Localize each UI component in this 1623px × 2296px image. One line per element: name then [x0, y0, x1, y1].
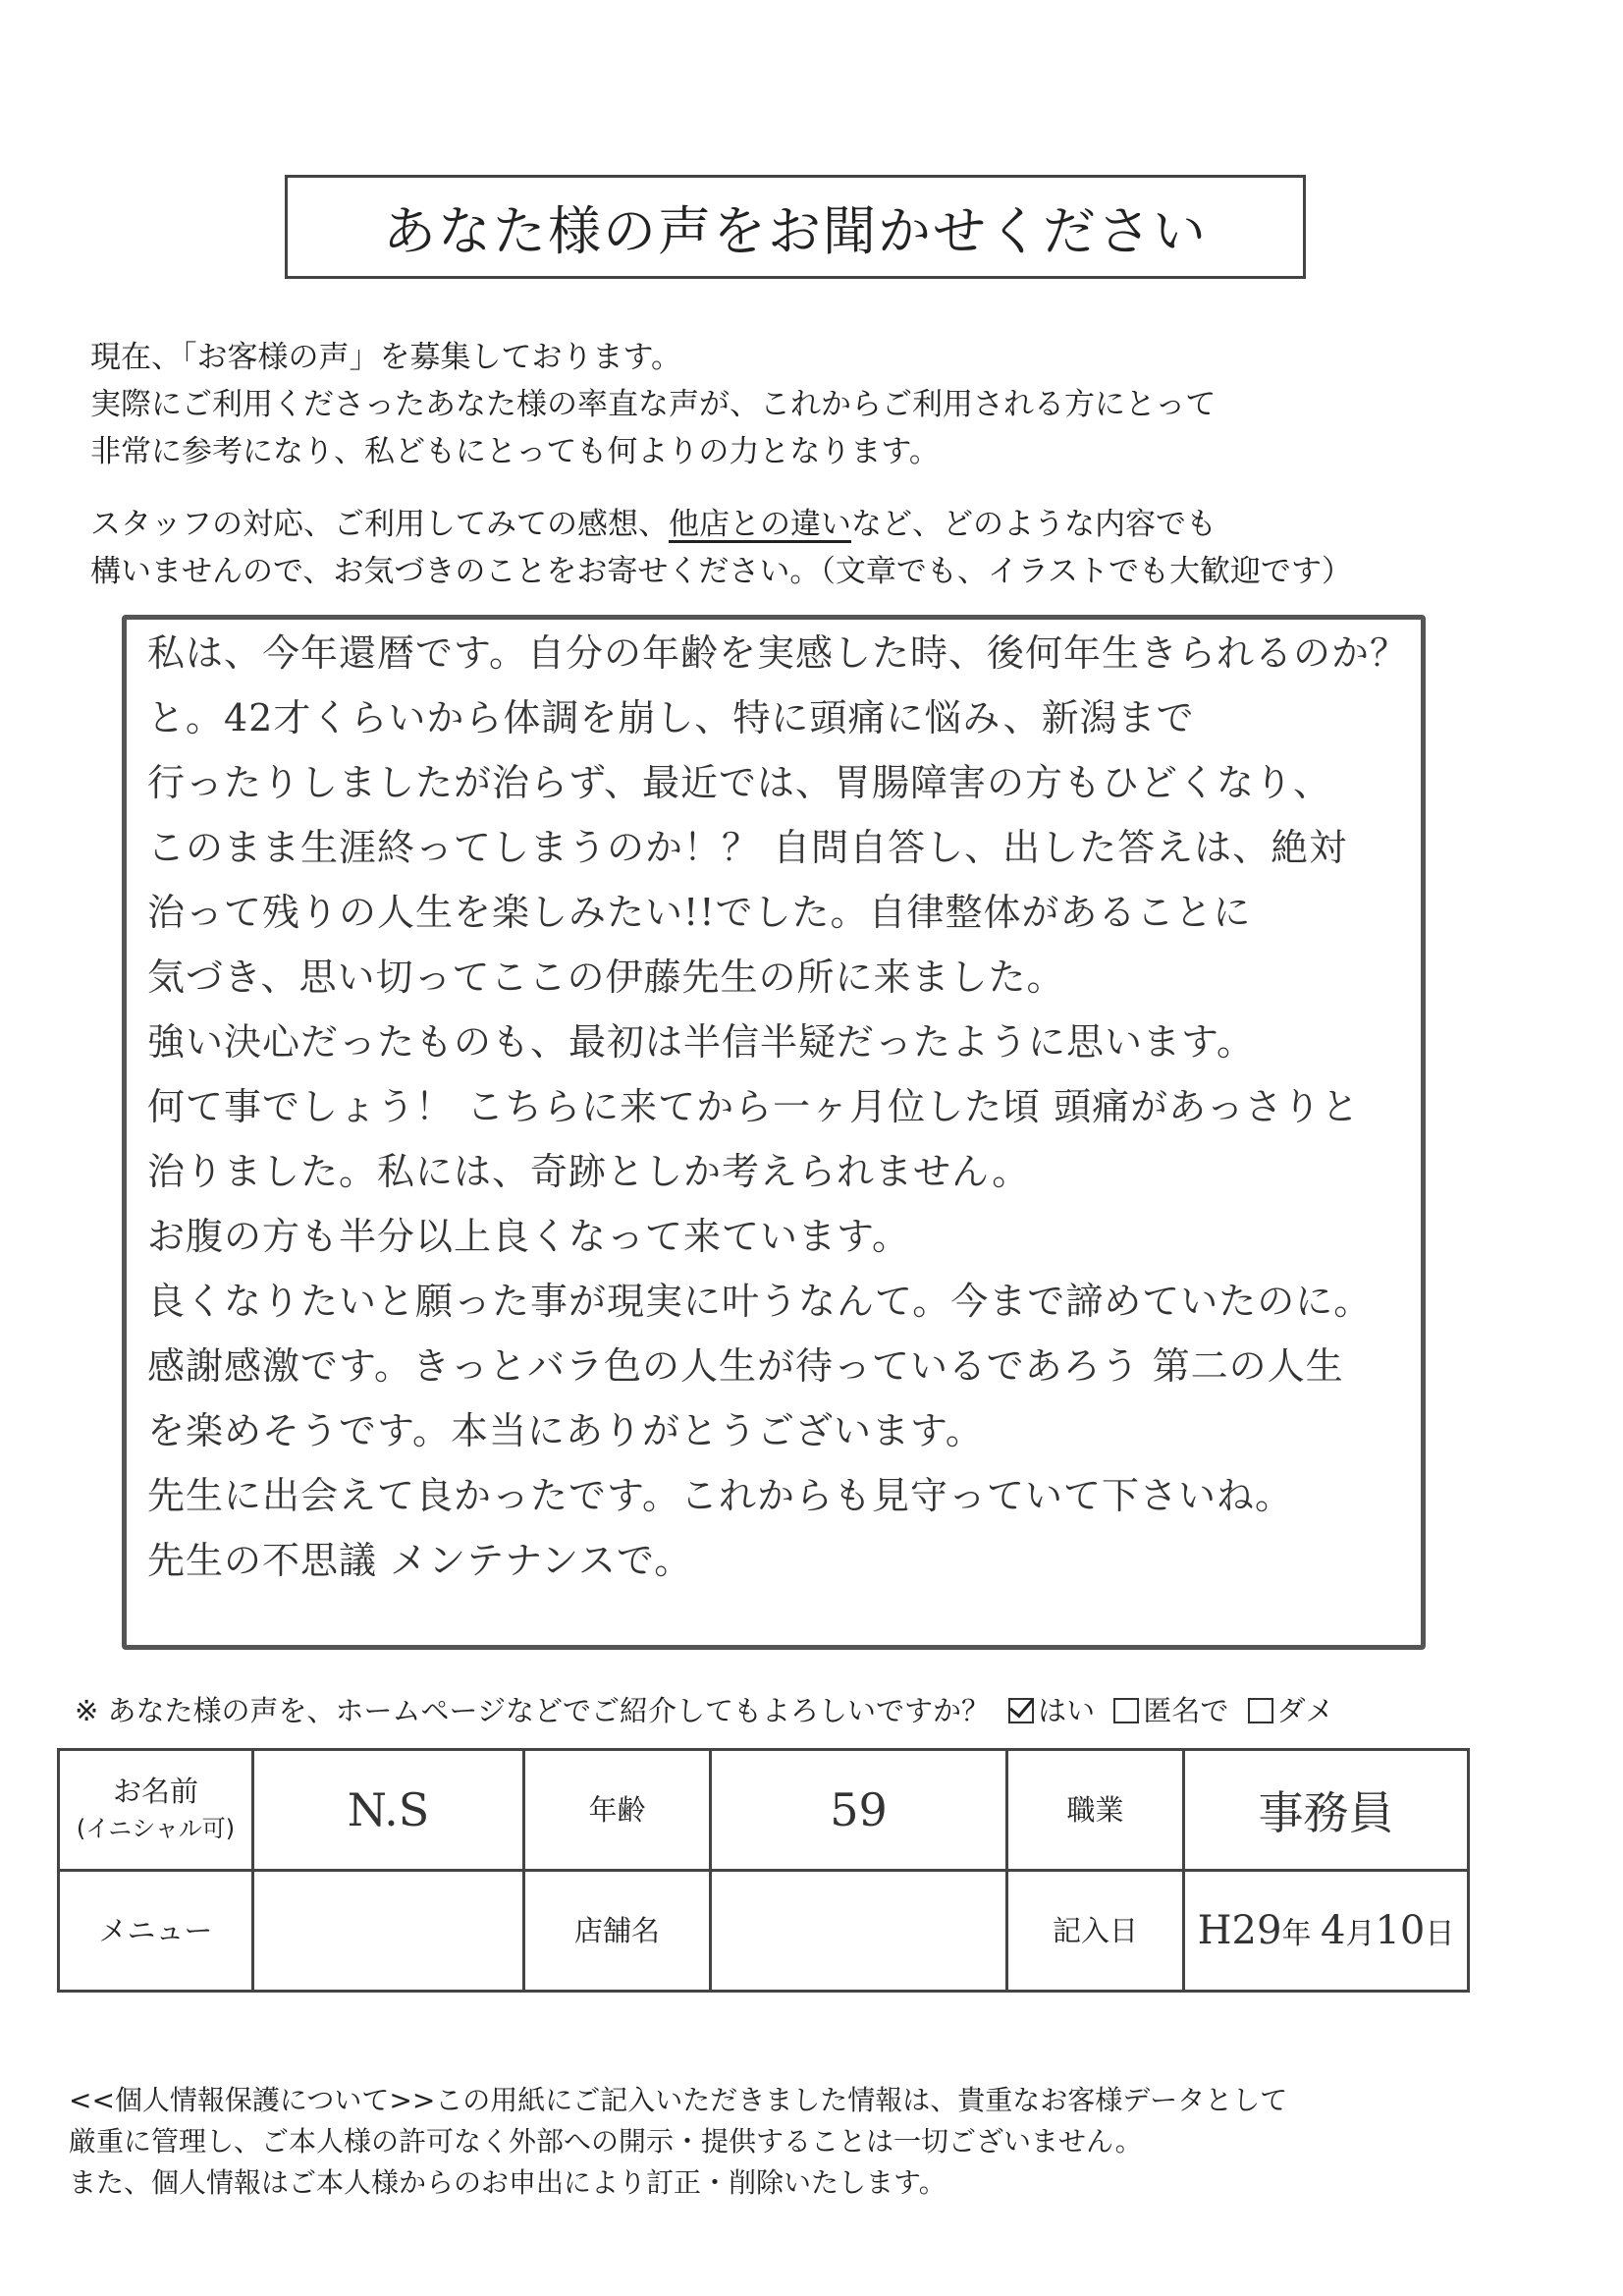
privacy-line: 厳重に管理し、ご本人様の許可なく外部への開示・提供することは一切ございません。: [69, 2125, 1143, 2158]
date-day-value: 10: [1375, 1908, 1426, 1953]
date-field[interactable]: H29年 4月10日: [1184, 1871, 1469, 1992]
store-label: 店舗名: [524, 1871, 711, 1992]
consent-yes-checkbox[interactable]: [1008, 1698, 1034, 1723]
handwritten-line: 治りました。私には、奇跡としか考えられません。: [147, 1150, 1031, 1193]
consent-no-label: ダメ: [1276, 1694, 1334, 1727]
privacy-line: <<個人情報保護について>>この用紙にご記入いただきました情報は、貴重なお客様データとして: [69, 2084, 1288, 2116]
intro-line: 実際にご利用くださったあなた様の率直な声が、これからご利用される方にとって: [90, 387, 1217, 422]
job-field[interactable]: 事務員: [1184, 1750, 1469, 1871]
handwritten-line: このまま生涯終ってしまうのか！？ 自問自答し、出した答えは、絶対: [147, 826, 1348, 869]
handwritten-line: 私は、今年還暦です。自分の年齢を実感した時、後何年生きられるのか？: [147, 631, 1408, 675]
intro-line: 非常に参考になり、私どもにとっても何よりの力となります。: [90, 434, 940, 469]
consent-question: ※ あなた様の声を、ホームページなどでご紹介してもよろしいですか？: [75, 1694, 990, 1727]
handwritten-line: 強い決心だったものも、最初は半信半疑だったように思います。: [147, 1020, 1255, 1064]
underlined-phrase: 他店との違い: [669, 507, 851, 542]
date-year-value: H29: [1197, 1908, 1282, 1953]
consent-anonymous-label: 匿名で: [1143, 1694, 1229, 1727]
intro-line: 構いませんので、お気づきのことをお寄せください。（文章でも、イラストでも大歓迎です）: [90, 554, 1352, 589]
handwritten-line: を楽めそうです。本当にありがとうございます。: [147, 1409, 984, 1452]
intro-text: [90, 334, 1524, 595]
customer-info-table: [57, 1748, 1470, 1993]
privacy-line: また、個人情報はご本人様からのお申出により訂正・削除いたします。: [69, 2166, 947, 2199]
handwritten-line: お腹の方も半分以上良くなって来ています。: [147, 1215, 910, 1258]
handwritten-comment: [147, 621, 1414, 1593]
intro-line: スタッフの対応、ご利用してみての感想、他店との違いなど、どのような内容でも: [90, 507, 1217, 542]
handwritten-line: 治って残りの人生を楽しみたい!!でした。自律整体があることに: [147, 891, 1252, 934]
consent-anonymous-checkbox[interactable]: [1113, 1698, 1139, 1723]
menu-field[interactable]: [253, 1871, 524, 1992]
date-month-value: 4: [1320, 1908, 1346, 1953]
date-label: 記入日: [1007, 1871, 1184, 1992]
age-label: 年齢: [524, 1750, 711, 1871]
handwritten-line: 気づき、思い切ってここの伊藤先生の所に来ました。: [147, 956, 1065, 999]
privacy-notice: [69, 2080, 1542, 2204]
age-field[interactable]: 59: [711, 1750, 1007, 1871]
handwritten-line: 何て事でしょう！ こちらに来てから一ヶ月位した頃 頭痛があっさりと: [147, 1085, 1360, 1128]
handwritten-line: 良くなりたいと願った事が現実に叶うなんて。今まで諦めていたのに。: [147, 1280, 1373, 1323]
intro-line: 現在、「お客様の声」を募集しております。: [90, 340, 682, 375]
handwritten-line: 行ったりしましたが治らず、最近では、胃腸障害の方もひどくなり、: [147, 761, 1331, 804]
menu-label: メニュー: [59, 1871, 253, 1992]
page-title: あなた様の声をお聞かせください: [285, 175, 1306, 279]
consent-yes-label: はい: [1038, 1694, 1096, 1727]
publish-consent: [75, 1689, 1547, 1729]
job-label: 職業: [1007, 1750, 1184, 1871]
handwritten-line: 先生の不思議 メンテナンスで。: [147, 1539, 693, 1582]
consent-no-checkbox[interactable]: [1248, 1698, 1273, 1723]
name-field[interactable]: N.S: [253, 1750, 524, 1871]
handwritten-line: 先生に出会えて良かったです。これからも見守っていて下さいね。: [147, 1474, 1293, 1517]
name-label: お名前 (イニシャル可): [59, 1750, 253, 1871]
handwritten-line: と。42才くらいから体調を崩し、特に頭痛に悩み、新潟まで: [147, 696, 1195, 739]
handwritten-line: 感謝感激です。きっとバラ色の人生が待っているであろう 第二の人生: [147, 1344, 1344, 1388]
store-field[interactable]: [711, 1871, 1007, 1992]
